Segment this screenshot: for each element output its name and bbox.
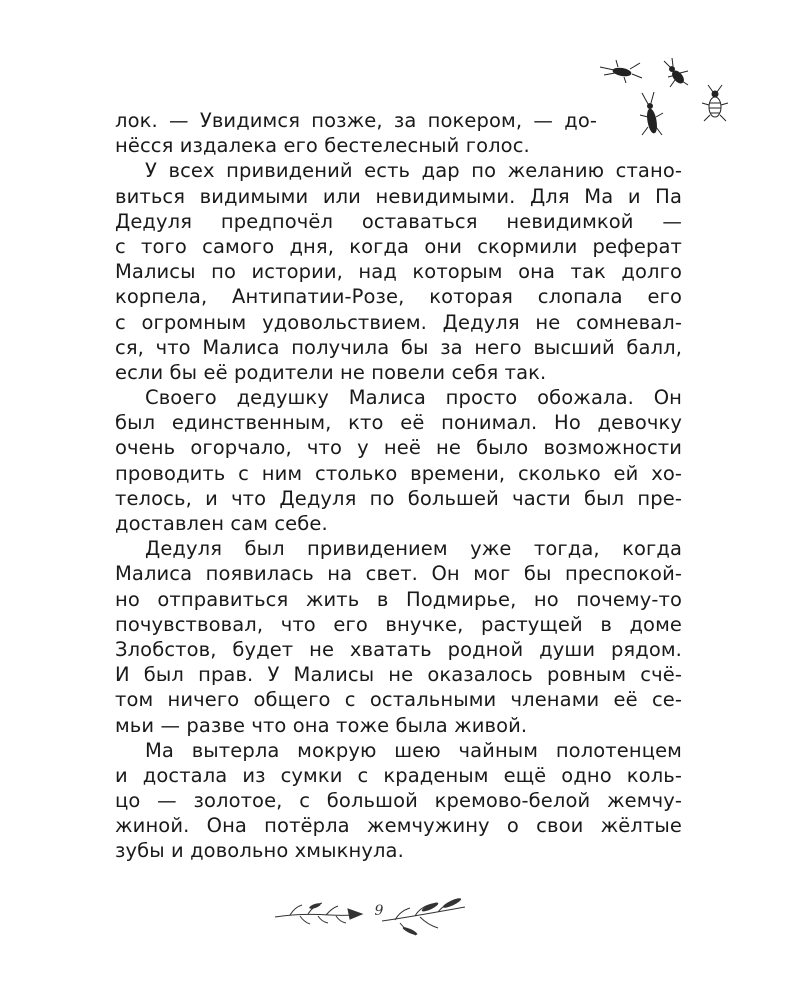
text-line: был единственным, кто её понимал. Но девочку (115, 411, 682, 435)
text-line: и достала из сумки с краденым ещё одно коль- (115, 763, 682, 787)
text-line: очень огорчало, что у неё не было возможности (115, 436, 682, 460)
striped-bug-icon (702, 85, 728, 121)
text-line: проводить с ним столько времени, сколько ей хо- (115, 461, 682, 485)
text-line: но отправиться жить в Подмирье, но почему-то (115, 587, 682, 611)
text-line: доставлен сам себе. (115, 512, 328, 535)
text-line: И был прав. У Малисы не оказалось ровным счё- (115, 663, 682, 687)
text-line: Ма вытерла мокрую шею чайным полотенцем (145, 738, 682, 762)
text-line: с того самого дня, когда они скормили реферат (115, 234, 682, 258)
text-line: телось, и что Дедуля по большей части был пре- (115, 486, 682, 510)
text-line: виться видимыми или невидимыми. Для Ма и Па (115, 184, 682, 208)
text-line: цо — золотое, с большой кремово-белой жемчу- (115, 789, 682, 813)
text-line: том ничего общего с остальными членами её се- (115, 688, 682, 712)
text-line: если бы её родители не повели себя так. (115, 360, 547, 384)
text-line: Своего дедушку Малиса просто обожала. Он (145, 386, 682, 410)
text-line: Злобстов, будет не хватать родной души рядом. (115, 637, 682, 661)
text-line: ся, что Малиса получила бы за него высший балл, (115, 335, 682, 359)
text-line: Дедуля был привидением уже тогда, когда (145, 537, 682, 561)
beetle-icon (664, 58, 688, 87)
text-line: Малисы по истории, над которым она так долго (115, 260, 682, 284)
body-text (115, 108, 682, 864)
bug-icon (600, 60, 642, 83)
text-line: нёсся издалека его бестелесный голос. (115, 134, 530, 158)
text-line: зубы и довольно хмыкнула. (115, 839, 404, 863)
text-line: У всех привидений есть дар по желанию стано- (145, 159, 682, 183)
text-line: жиной. Она потёрла жемчужину о свои жёлтые (115, 814, 682, 838)
text-line: мьи — разве что она тоже была живой. (115, 713, 528, 737)
text-line: Малиса появилась на свет. Он мог бы преспокой- (115, 562, 682, 586)
text-line: почувствовал, что его внучке, растущей в доме (115, 612, 682, 636)
text-line: с огромным удовольствием. Дедуля не сомневал- (115, 310, 682, 334)
text-line: лок. — Увидимся позже, за покером, — до- (115, 109, 597, 132)
text-line: корпела, Антипатии-Розе, которая слопала его (115, 285, 682, 309)
page-number: 9 (374, 903, 384, 919)
text-line: Дедуля предпочёл оставаться невидимкой — (115, 209, 682, 233)
